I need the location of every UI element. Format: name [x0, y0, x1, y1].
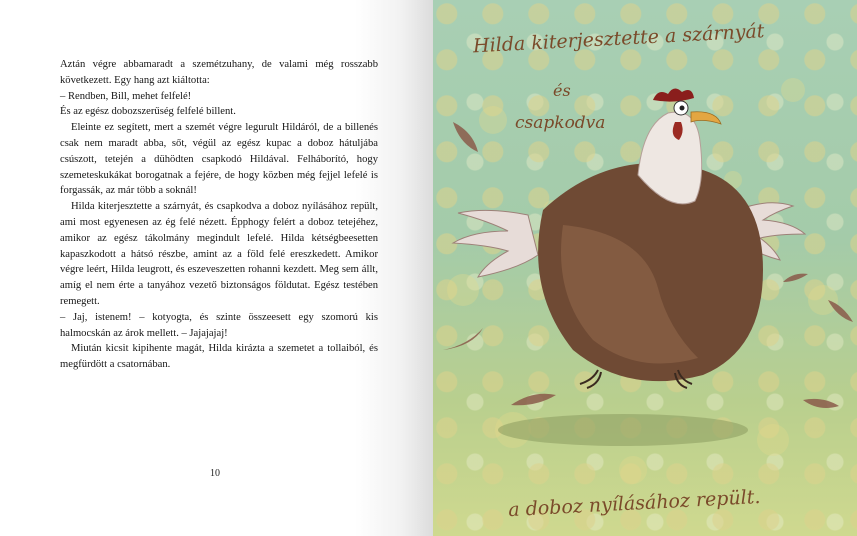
ground-shadow	[498, 414, 748, 446]
paragraph: Aztán végre abbamaradt a szemétzuhany, de valami még rosszabb következett. Egy hang azt kiáltotta:	[60, 59, 378, 86]
story-text	[60, 57, 378, 373]
feather-icon	[453, 122, 478, 152]
feather-icon	[783, 274, 808, 282]
paragraph: – Jaj, istenem! – kotyogta, és szinte összeesett egy szomorú kis halmocskán az árok mellett. – Jajajajaj!	[60, 311, 378, 339]
caption-top: Hilda kiterjesztette a szárnyát	[472, 20, 765, 58]
paragraph: Hilda kiterjesztette a szárnyát, és csapkodva a doboz nyílásához repült, ami most egyenesen az ég felé nézett. Épphogy felért a doboz tetejéhez, amikor az egész tákolmány megindult lefelé. Hilda kétségbeesetten kapaszkodott a hátsó részbe, amint az a föld felé ereszkedett. Amikor végre leért, Hilda leugrott, és eszeveszetten rohanni kezdett. Meg sem állt, amíg el nem érte a tanyához vezető biztonságos földutat. Egész testében remegett.	[60, 201, 378, 307]
illustration	[433, 0, 857, 536]
caption-csapkodva: csapkodva	[515, 113, 606, 133]
paragraph: És az egész dobozszerűség felfelé billent.	[60, 106, 236, 118]
paragraph: Miután kicsit kipihente magát, Hilda kirázta a szemetet a tollaiból, és megfürdött a csatornában.	[60, 343, 378, 371]
paragraph: Eleinte ez segített, mert a szemét végre legurult Hildáról, de a billenés csak nem maradt abba, sőt, végül az egész kupac a doboz hátuljába csúszott, tetején a dühödten csapkodó Hildával. Felháborító, hogy szemeteskukákat borogatnak a fejére, de hogy közben még fejjel lefelé is forgassák, az már több a soknál!	[60, 122, 378, 197]
caption-bottom: a doboz nyílásához repült.	[507, 485, 761, 522]
paragraph: – Rendben, Bill, mehet felfelé!	[60, 90, 192, 102]
illustration-page	[433, 0, 857, 536]
page-number: 10	[210, 468, 220, 479]
feather-icon	[443, 328, 483, 350]
feather-icon	[803, 399, 839, 408]
feather-icon	[511, 394, 556, 406]
hen-illustration	[453, 88, 805, 388]
caption-es: és	[553, 81, 571, 100]
